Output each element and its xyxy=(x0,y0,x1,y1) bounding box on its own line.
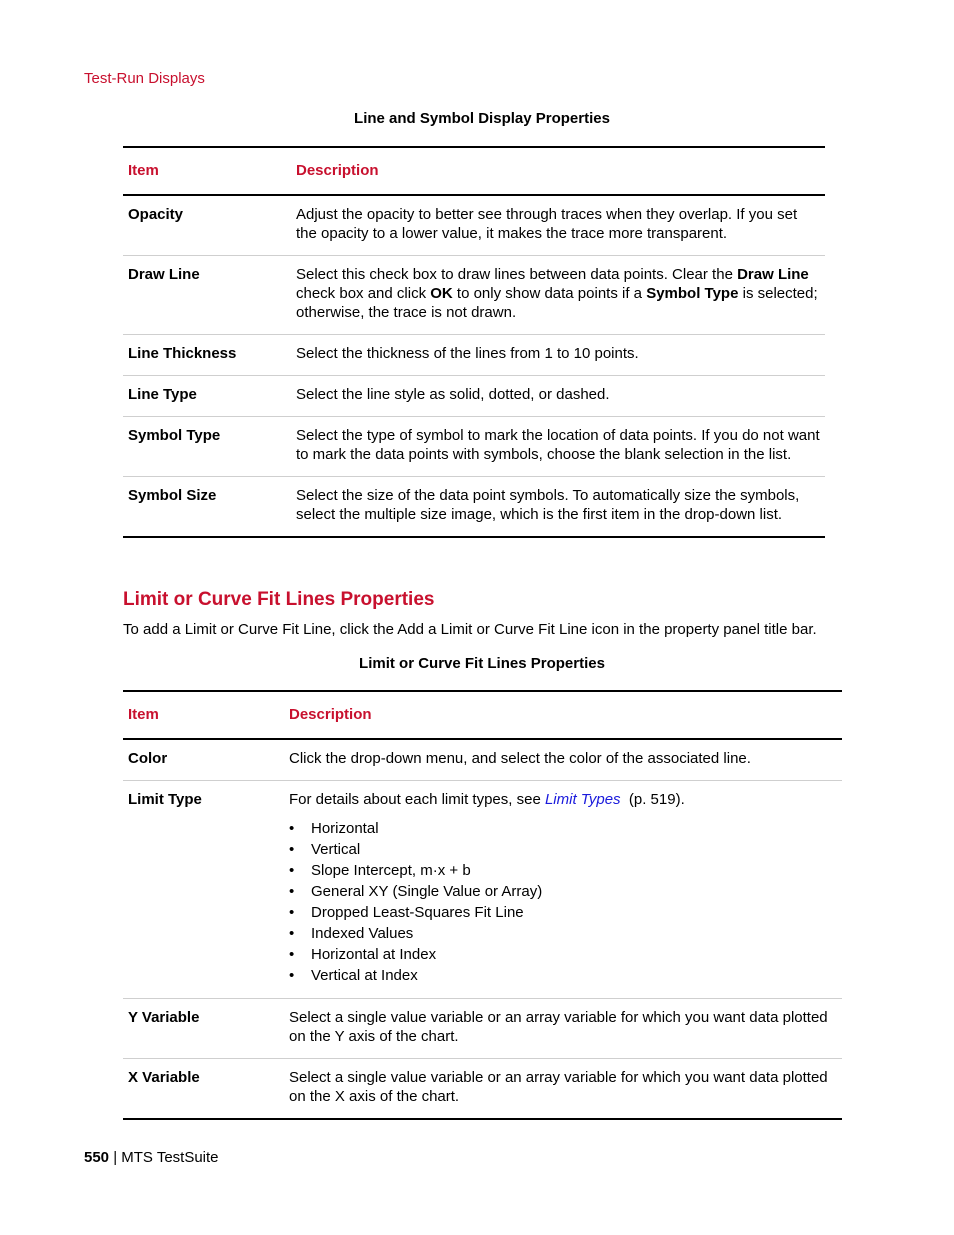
table-row xyxy=(123,417,825,477)
table-row xyxy=(123,256,825,335)
row-description: Select the line style as solid, dotted, or dashed. xyxy=(296,386,610,403)
row-item-opacity: Opacity xyxy=(128,206,184,223)
list-item: • Dropped Least-Squares Fit Line xyxy=(289,902,837,923)
row-item-limit-type: Limit Type xyxy=(128,791,202,808)
column-header-item: Item xyxy=(128,706,159,723)
ui-term: Draw Line xyxy=(737,266,809,283)
row-item-draw-line: Draw Line xyxy=(128,266,200,283)
product-name: MTS TestSuite xyxy=(121,1149,219,1166)
row-description: Select the thickness of the lines from 1 to 10 points. xyxy=(296,345,639,362)
column-header-description: Description xyxy=(289,706,372,723)
table-row xyxy=(123,195,825,256)
row-item-line-type: Line Type xyxy=(128,386,197,403)
text: (p. 519). xyxy=(620,791,685,808)
list-item: • Horizontal xyxy=(289,818,837,839)
list-item: • General XY (Single Value or Array) xyxy=(289,881,837,902)
table-row xyxy=(123,477,825,538)
section-heading: Limit or Curve Fit Lines Properties xyxy=(123,589,435,610)
row-description: Select a single value variable or an array variable for which you want data plotted on the Y axis of the chart. xyxy=(289,1009,828,1045)
list-item: • Vertical xyxy=(289,839,837,860)
line-symbol-properties-table xyxy=(123,146,825,538)
table-row xyxy=(123,1059,842,1120)
list-item: • Slope Intercept, m·x + b xyxy=(289,860,837,881)
page-footer xyxy=(84,1149,219,1166)
limit-types-link[interactable]: Limit Types xyxy=(544,791,621,808)
row-description xyxy=(291,256,825,335)
table-row xyxy=(123,376,825,417)
column-header-description: Description xyxy=(296,162,379,179)
text: to only show data points if a xyxy=(452,285,647,302)
text: check box and click xyxy=(296,285,431,302)
table-caption: Line and Symbol Display Properties xyxy=(354,110,610,127)
table-caption: Limit or Curve Fit Lines Properties xyxy=(359,655,605,672)
table-row xyxy=(123,335,825,376)
ui-term: Symbol Type xyxy=(646,285,739,302)
table-row xyxy=(123,739,842,781)
row-item-color: Color xyxy=(128,750,168,767)
ui-term: OK xyxy=(430,285,453,302)
column-header-item: Item xyxy=(128,162,159,179)
row-item-x-variable: X Variable xyxy=(128,1069,200,1086)
breadcrumb[interactable]: Test-Run Displays xyxy=(84,70,205,87)
text: Select this check box to draw lines between data points. Clear the xyxy=(296,266,738,283)
table-row xyxy=(123,999,842,1059)
page-number: 550 xyxy=(84,1149,110,1166)
limit-curve-fit-properties-table xyxy=(123,690,842,1120)
table-row xyxy=(123,781,842,999)
row-item-symbol-size: Symbol Size xyxy=(128,487,217,504)
row-description: Select a single value variable or an array variable for which you want data plotted on the X axis of the chart. xyxy=(289,1069,828,1105)
table-header-row xyxy=(123,691,842,739)
text: is selected; otherwise, the trace is not drawn. xyxy=(296,285,818,321)
text: For details about each limit types, see xyxy=(289,791,545,808)
list-item: • Vertical at Index xyxy=(289,965,837,986)
footer-separator: | xyxy=(109,1149,122,1166)
row-item-y-variable: Y Variable xyxy=(128,1009,200,1026)
row-item-line-thickness: Line Thickness xyxy=(128,345,237,362)
limit-type-list xyxy=(289,818,837,986)
section-intro: To add a Limit or Curve Fit Line, click the Add a Limit or Curve Fit Line icon in the property panel title bar. xyxy=(123,621,817,638)
row-description: Select the size of the data point symbols. To automatically size the symbols, select the multiple size image, which is the first item in the drop-down list. xyxy=(296,487,800,523)
row-description xyxy=(284,781,842,999)
row-description: Adjust the opacity to better see through traces when they overlap. If you set the opacity to a lower value, it makes the trace more transparent. xyxy=(296,206,798,242)
row-item-symbol-type: Symbol Type xyxy=(128,427,221,444)
row-description: Click the drop-down menu, and select the color of the associated line. xyxy=(289,750,751,767)
table-header-row xyxy=(123,147,825,195)
list-item: • Indexed Values xyxy=(289,923,837,944)
row-description: Select the type of symbol to mark the location of data points. If you do not want to mark the data points with symbols, choose the blank selection in the list. xyxy=(296,427,820,463)
list-item: • Horizontal at Index xyxy=(289,944,837,965)
